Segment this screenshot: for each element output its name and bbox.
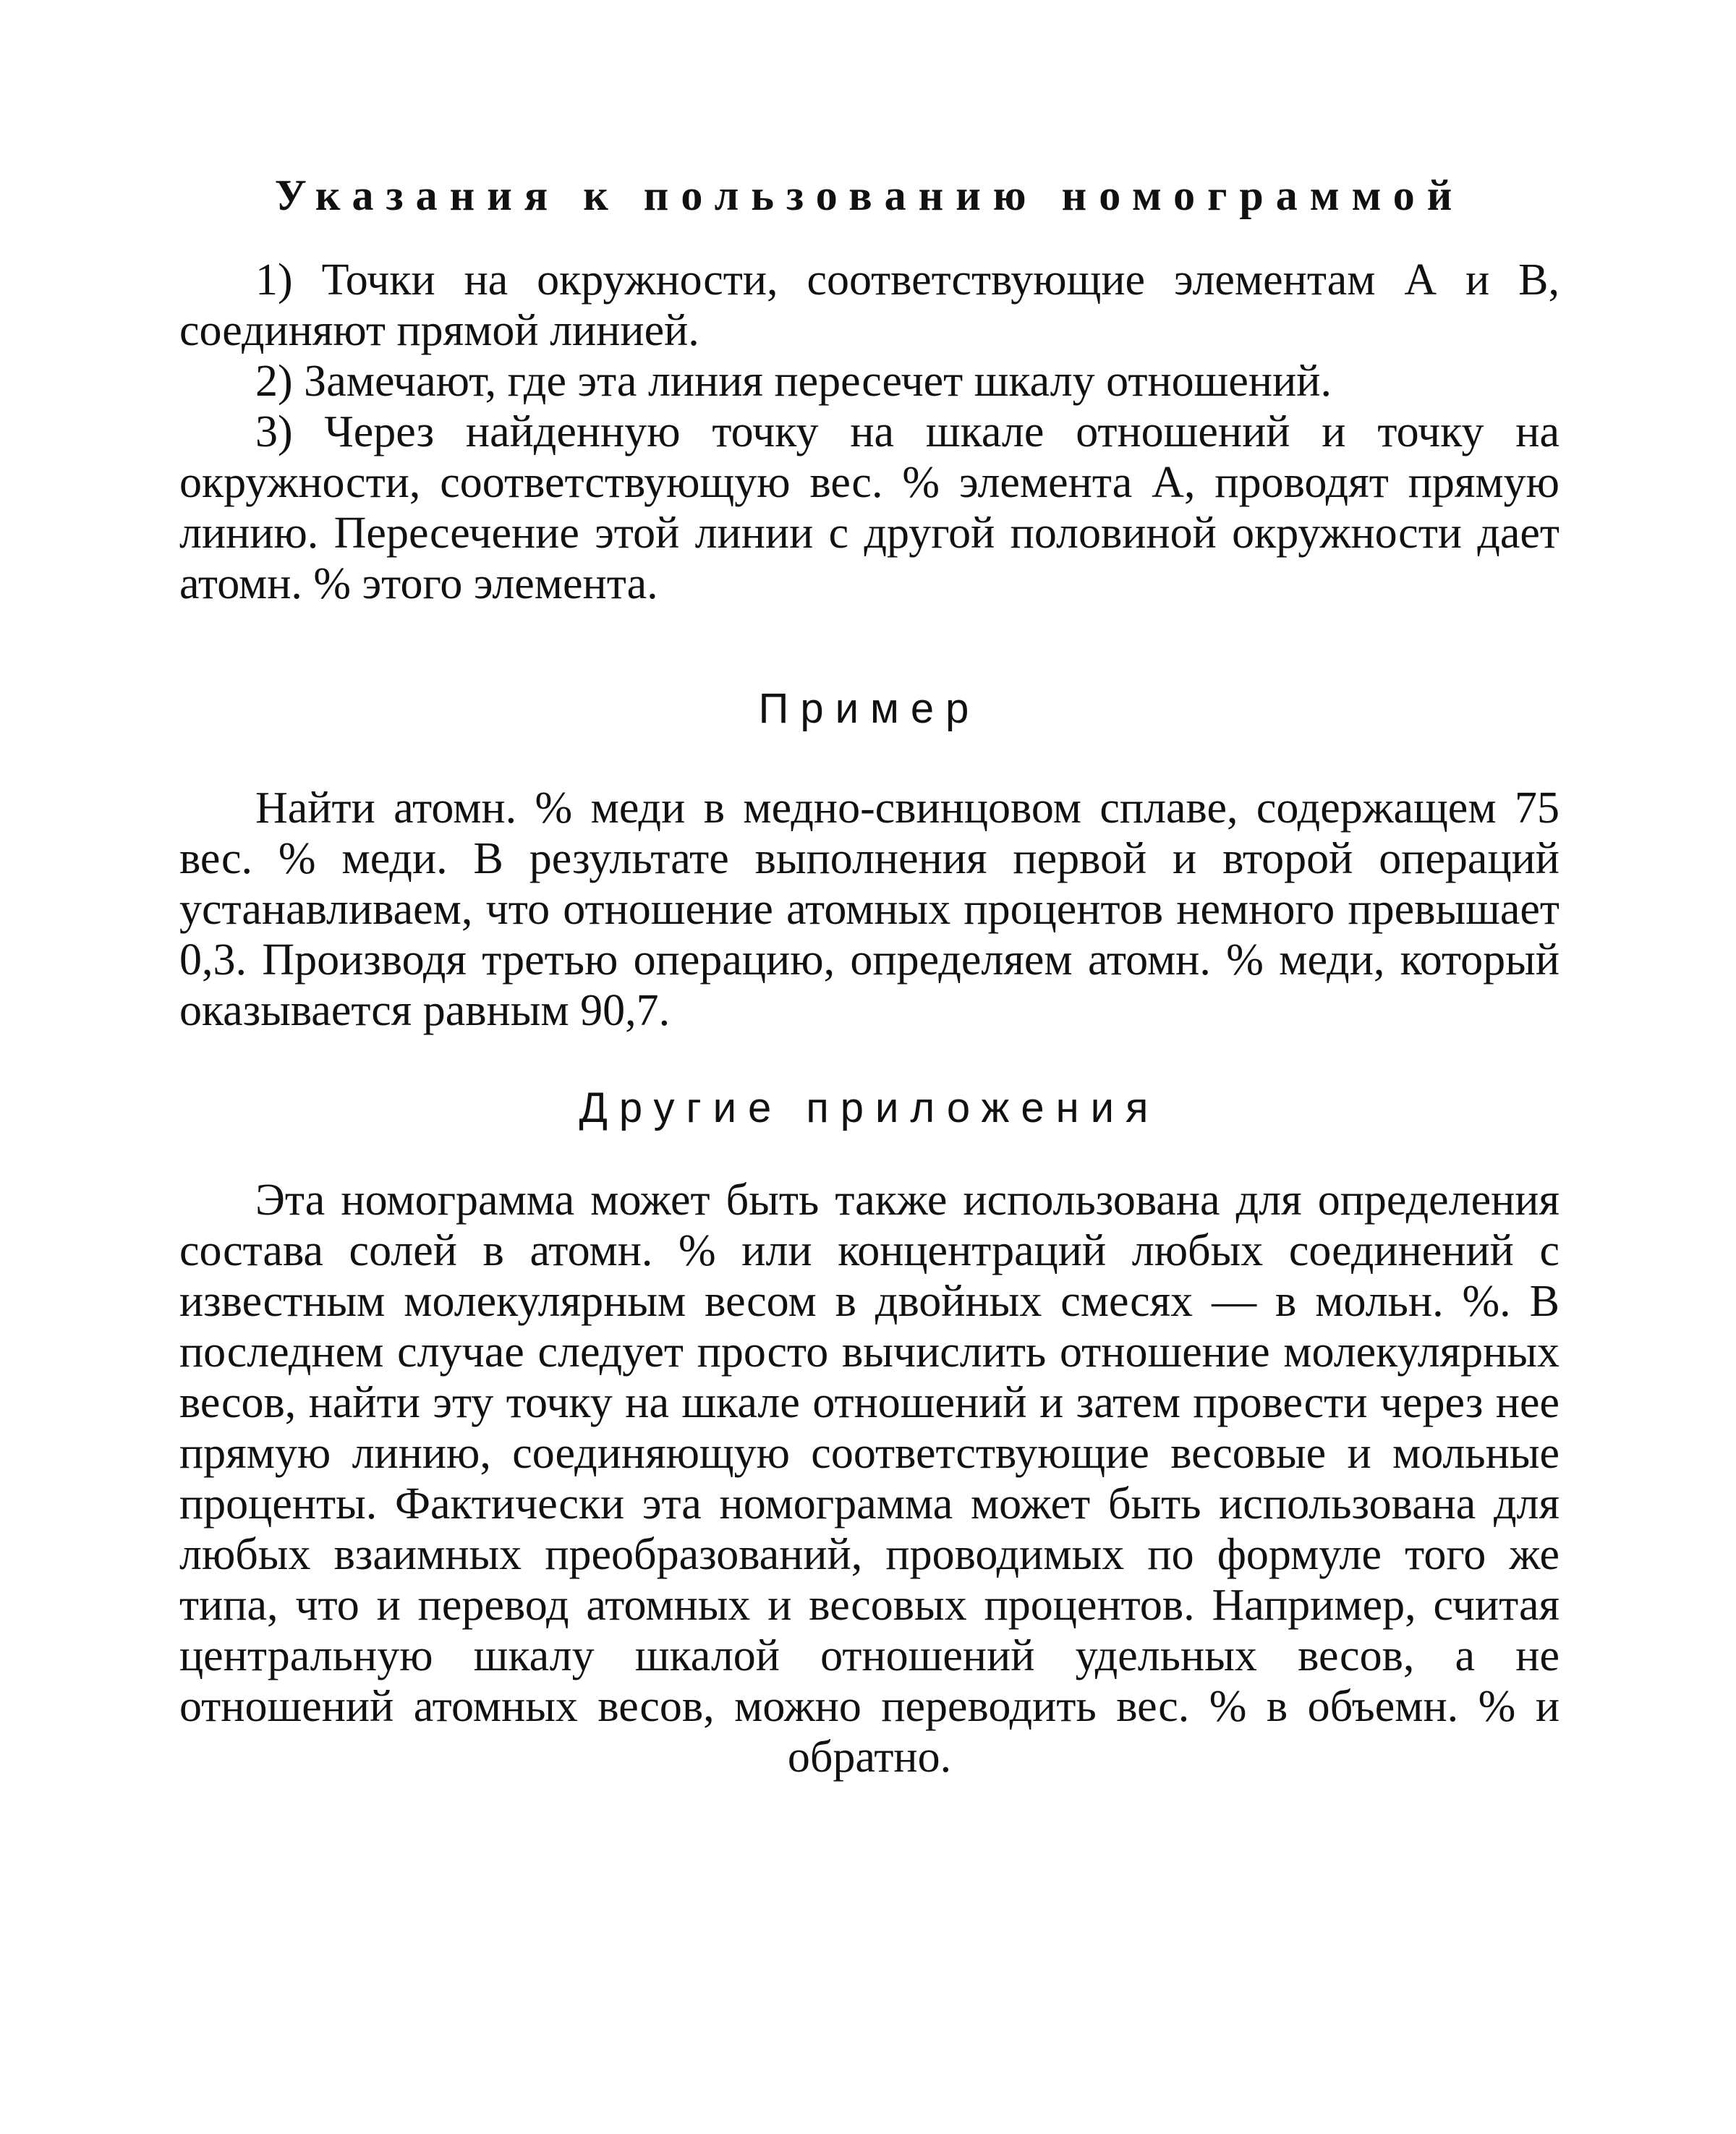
other-applications-heading: Другие приложения — [579, 1084, 1160, 1131]
instructions-heading: Указания к пользованию номограммой — [274, 171, 1465, 219]
example-heading: Пример — [758, 685, 981, 732]
step-1: 1) Точки на окружности, соответствующие элементам А и В, соединяют прямой линией. — [179, 255, 1560, 355]
other-applications-paragraph: Эта номограмма может быть также использована для определения состава солей в атомн. % или концентраций любых соединений с известным молекулярным весом в двойных смесях — в мольн. %. В последнем случае следует просто вычислить отношение молекулярных весов, найти эту точку на шкале отношений и затем провести через нее прямую линию, соединяющую соответствующие весовые и мольные проценты. Фактически эта номограмма может быть использована для любых взаимных преобразований, проводимых по формуле того же типа, что и перевод атомных и весовых процентов. Например, считая центральную шкалу шкалой отношений удельных весов, а не отношений атомных весов, можно переводить вес. % в объемн. % и обратно. — [179, 1176, 1560, 1782]
example-paragraph: Найти атомн. % меди в медно-свинцовом сплаве, содержащем 75 вес. % меди. В результате выполнения первой и второй операций устанавливаем, что отношение атомных процентов немного превышает 0,3. Производя третью операцию, определяем атомн. % меди, который оказывается равным 90,7. — [179, 783, 1560, 1035]
document-page — [179, 166, 1560, 1782]
step-3: 3) Через найденную точку на шкале отношений и точку на окружности, соответствующую вес. % элемента А, проводят прямую линию. Пересечение этой линии с другой половиной окружности дает атомн. % этого элемента. — [179, 407, 1560, 608]
step-2: 2) Замечают, где эта линия пересечет шкалу отношений. — [255, 357, 1332, 406]
